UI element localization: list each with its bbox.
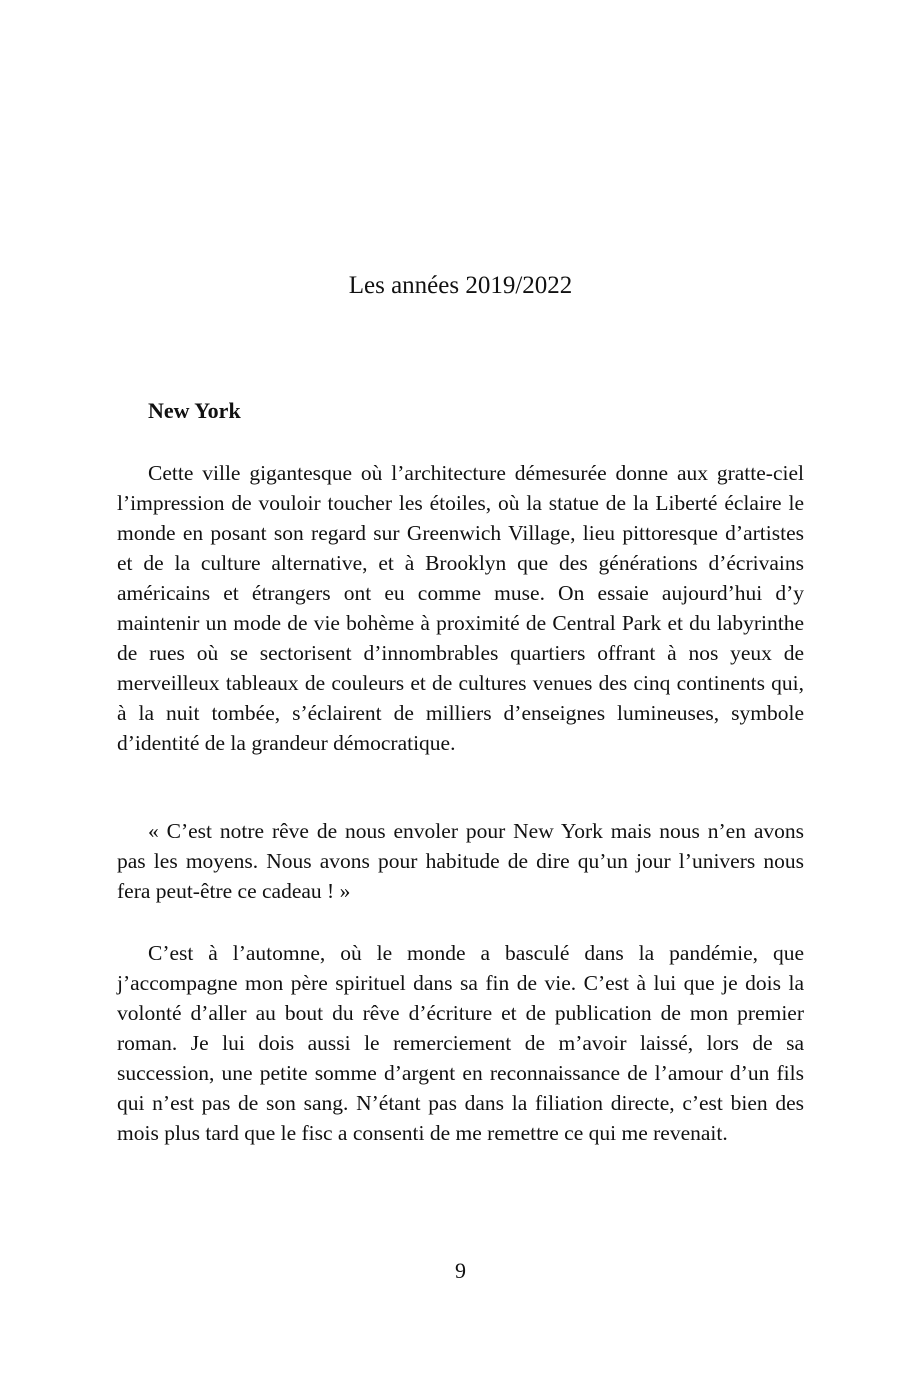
chapter-title: Les années 2019/2022 (348, 272, 573, 299)
paragraph-3: C’est à l’automne, où le monde a basculé dans la pandémie, que j’accompagne mon père spirituel dans sa fin de vie. C’est à lui que je dois la volonté d’aller au bout du rêve d’écriture et de publication de mon premier roman. Je lui dois aussi le remerciement de m’avoir laissé, lors de sa succession, une petite somme d’argent en reconnaissance de l’amour d’un fils qui n’est pas de son sang. N’étant pas dans la filiation directe, c’est bien des mois plus tard que le fisc a consenti de me remettre ce qui me revenait. (117, 941, 804, 1145)
page-number: 9 (455, 1258, 466, 1283)
section-heading: New York (148, 398, 241, 423)
paragraph-1: Cette ville gigantesque où l’architecture démesurée donne aux gratte-ciel l’impression de vouloir toucher les étoiles, où la statue de la Liberté éclaire le monde en posant son regard sur Greenwich Village, lieu pittoresque d’artistes et de la culture alternative, et à Brooklyn que des générations d’écrivains américains et étrangers ont eu comme muse. On essaie aujourd’hui d’y maintenir un mode de vie bohème à proximité de Central Park et du labyrinthe de rues où se sectorisent d’innombrables quartiers offrant à nos yeux de merveilleux tableaux de couleurs et de cultures venues des cinq continents qui, à la nuit tombée, s’éclairent de milliers d’enseignes lumineuses, symbole d’identité de la grandeur démocratique. (117, 461, 804, 755)
paragraph-2: « C’est notre rêve de nous envoler pour New York mais nous n’en avons pas les moyens. Nous avons pour habitude de dire qu’un jour l’univers nous fera peut-être ce cadeau ! » (117, 819, 804, 903)
